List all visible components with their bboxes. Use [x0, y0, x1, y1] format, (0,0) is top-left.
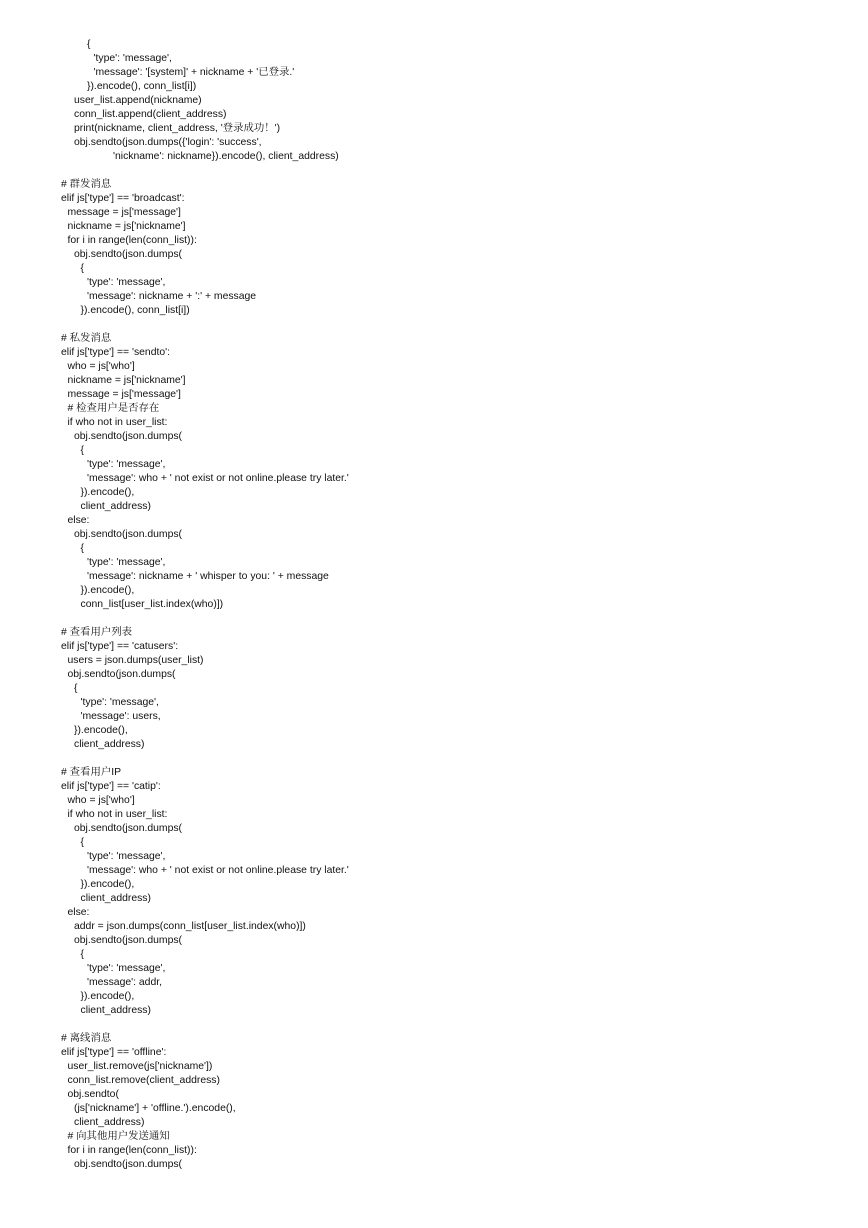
code-line: obj.sendto(json.dumps(: [74, 935, 183, 946]
code-line: user_list.append(nickname): [74, 95, 202, 106]
code-line: 'message': nickname + ':' + message: [87, 291, 257, 302]
code-line: 'nickname': nickname}).encode(), client_address): [113, 151, 339, 162]
code-block: [61, 766, 349, 1018]
code-line: client_address): [80, 1005, 151, 1016]
code-line: conn_list.remove(client_address): [67, 1075, 220, 1086]
code-line: 'type': 'message',: [87, 963, 166, 974]
code-line: who = js['who']: [67, 361, 135, 372]
code-line: print(nickname, client_address, '登录成功！'): [74, 123, 281, 134]
code-line: message = js['message']: [67, 389, 181, 400]
code-line: 'message': users,: [80, 711, 161, 722]
code-comment-line: # 查看用户IP: [61, 767, 122, 778]
blank-line: [61, 1018, 349, 1032]
code-line: }).encode(), conn_list[i]): [80, 305, 190, 316]
code-line: }).encode(),: [80, 487, 135, 498]
code-line: 'message': nickname + ' whisper to you: ' + message: [87, 571, 329, 582]
code-line: obj.sendto(: [67, 1089, 119, 1100]
code-line: client_address): [80, 501, 151, 512]
code-line: obj.sendto(json.dumps(: [74, 249, 183, 260]
code-line: client_address): [74, 739, 145, 750]
code-comment-line: # 群发消息: [61, 179, 112, 190]
code-line: }).encode(),: [74, 725, 128, 736]
code-line: }).encode(), conn_list[i]): [87, 81, 197, 92]
code-line: 'message': who + ' not exist or not online.please try later.': [87, 473, 349, 484]
code-line: conn_list.append(client_address): [74, 109, 227, 120]
code-line: if who not in user_list:: [67, 417, 168, 428]
code-line: users = json.dumps(user_list): [67, 655, 204, 666]
code-comment-line: # 向其他用户发送通知: [67, 1131, 170, 1142]
code-line: client_address): [74, 1117, 145, 1128]
code-line: user_list.remove(js['nickname']): [67, 1061, 213, 1072]
code-line: {: [74, 683, 78, 694]
code-line: obj.sendto(json.dumps(: [67, 669, 176, 680]
code-line: obj.sendto(json.dumps(: [74, 823, 183, 834]
code-line: obj.sendto(json.dumps(: [74, 529, 183, 540]
code-line: obj.sendto(json.dumps({'login': 'success',: [74, 137, 262, 148]
code-line: addr = json.dumps(conn_list[user_list.index(who)]): [74, 921, 306, 932]
code-line: else:: [67, 515, 90, 526]
code-line: }).encode(),: [80, 879, 135, 890]
code-line: {: [80, 263, 84, 274]
code-line: 'type': 'message',: [87, 557, 166, 568]
code-line: elif js['type'] == 'sendto':: [61, 347, 171, 358]
code-line: 'type': 'message',: [87, 459, 166, 470]
code-line: {: [80, 837, 84, 848]
code-line: obj.sendto(json.dumps(: [74, 1159, 183, 1170]
code-line: elif js['type'] == 'broadcast':: [61, 193, 185, 204]
code-line: if who not in user_list:: [67, 809, 168, 820]
code-block: [61, 332, 349, 612]
code-line: message = js['message']: [67, 207, 181, 218]
code-block: [61, 38, 349, 164]
code-block: [61, 1032, 349, 1172]
code-line: conn_list[user_list.index(who)]): [80, 599, 224, 610]
code-comment-line: # 离线消息: [61, 1033, 112, 1044]
code-line: 'message': addr,: [87, 977, 163, 988]
code-line: elif js['type'] == 'catusers':: [61, 641, 179, 652]
code-line: else:: [67, 907, 90, 918]
code-line: {: [80, 445, 84, 456]
code-line: elif js['type'] == 'catip':: [61, 781, 161, 792]
code-line: client_address): [80, 893, 151, 904]
code-line: {: [87, 39, 91, 50]
code-line: for i in range(len(conn_list)):: [67, 1145, 197, 1156]
code-line: 'type': 'message',: [93, 53, 172, 64]
code-line: 'type': 'message',: [87, 851, 166, 862]
code-line: 'message': '[system]' + nickname + '已登录.': [93, 67, 295, 78]
blank-line: [61, 318, 349, 332]
code-line: 'message': who + ' not exist or not online.please try later.': [87, 865, 349, 876]
code-line: obj.sendto(json.dumps(: [74, 431, 183, 442]
code-block: [61, 178, 349, 318]
code-listing: [61, 38, 349, 1172]
code-line: 'type': 'message',: [80, 697, 159, 708]
code-line: }).encode(),: [80, 991, 135, 1002]
code-comment-line: # 查看用户列表: [61, 627, 133, 638]
blank-line: [61, 612, 349, 626]
code-line: elif js['type'] == 'offline':: [61, 1047, 167, 1058]
code-line: who = js['who']: [67, 795, 135, 806]
code-line: (js['nickname'] + 'offline.').encode(),: [74, 1103, 236, 1114]
code-line: nickname = js['nickname']: [67, 221, 186, 232]
code-comment-line: # 私发消息: [61, 333, 112, 344]
code-line: nickname = js['nickname']: [67, 375, 186, 386]
code-line: {: [80, 543, 84, 554]
blank-line: [61, 752, 349, 766]
code-line: 'type': 'message',: [87, 277, 166, 288]
code-block: [61, 626, 349, 752]
code-comment-line: # 检查用户是否存在: [67, 403, 160, 414]
code-line: }).encode(),: [80, 585, 135, 596]
code-line: for i in range(len(conn_list)):: [67, 235, 197, 246]
blank-line: [61, 164, 349, 178]
code-line: {: [80, 949, 84, 960]
